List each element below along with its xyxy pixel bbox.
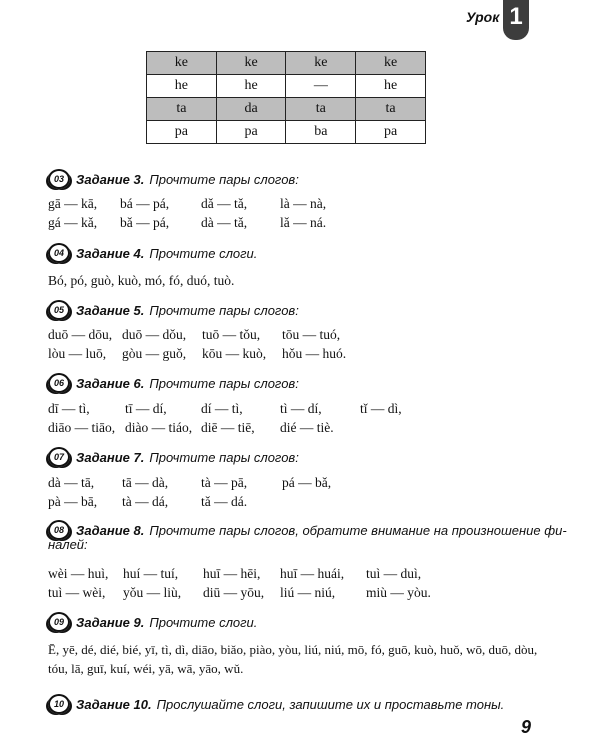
lesson-number-tab: 1 — [503, 0, 529, 40]
pair: huī — hēi, — [203, 566, 261, 581]
pair: lǎ — ná. — [280, 215, 327, 230]
pair: diū — yōu, — [203, 585, 265, 600]
pair: là — nà, — [280, 196, 327, 211]
task-title: Задание 7. — [76, 449, 145, 465]
pair: tǎ — dá. — [201, 494, 248, 509]
task-instruction: Прочтите пары слогов: — [149, 375, 299, 391]
pair: tuō — tǒu, — [202, 327, 261, 342]
pair: gòu — guǒ, — [122, 346, 187, 361]
task-title: Задание 9. — [76, 614, 145, 630]
task-9-heading — [48, 612, 568, 632]
task-title: Задание 5. — [76, 302, 145, 318]
table-row — [147, 75, 426, 98]
table-row — [147, 52, 426, 75]
task-4-heading — [48, 243, 568, 263]
table-cell: pa — [216, 121, 286, 144]
pair: tà — dá, — [122, 494, 169, 509]
table-cell: da — [216, 98, 286, 121]
table-cell: ke — [147, 52, 217, 75]
pair: dié — tiè. — [280, 420, 334, 435]
lesson-header-label: Урок — [466, 9, 500, 25]
headphones-icon[interactable]: 06 — [48, 373, 70, 393]
headphones-icon[interactable]: 10 — [48, 694, 70, 714]
task-title: Задание 10. — [76, 696, 152, 712]
task-4-syllables: Bó, pó, guò, kuò, mó, fó, duó, tuò. — [48, 273, 235, 288]
task-title: Задание 3. — [76, 171, 145, 187]
pair: yǒu — liù, — [123, 585, 182, 600]
pair: kōu — kuò, — [202, 346, 267, 361]
pair: tā — dà, — [122, 475, 169, 490]
pair: duō — dǒu, — [122, 327, 187, 342]
table-cell: he — [147, 75, 217, 98]
task-9-syllables-line-2: tóu, lā, guī, kuí, wéi, yā, wā, yāo, wǔ. — [48, 661, 244, 676]
table-cell: ke — [216, 52, 286, 75]
pair: tī — dí, — [125, 401, 167, 416]
table-cell: pa — [147, 121, 217, 144]
task-instruction: Прочтите слоги. — [149, 614, 258, 630]
pair: huī — huái, — [280, 566, 345, 581]
task-instruction: Прочтите слоги. — [149, 245, 258, 261]
table-row — [147, 98, 426, 121]
task-title: Задание 4. — [76, 245, 145, 261]
table-cell: ke — [286, 52, 356, 75]
pair: dí — tì, — [201, 401, 243, 416]
pair: dà — tǎ, — [201, 215, 248, 230]
task-7-heading — [48, 447, 568, 467]
pair: bá — pá, — [120, 196, 170, 211]
table-cell: ta — [147, 98, 217, 121]
task-5-heading — [48, 300, 568, 320]
pair: tǐ — dì, — [360, 401, 402, 416]
pair: lòu — luō, — [48, 346, 107, 361]
headphones-icon[interactable]: 07 — [48, 447, 70, 467]
task-8-instruction-continued: налей: — [48, 537, 88, 552]
pair: diāo — tiāo, — [48, 420, 116, 435]
task-instruction: Прочтите пары слогов: — [149, 171, 299, 187]
pair: miù — yòu. — [366, 585, 431, 600]
pair: dà — tā, — [48, 475, 95, 490]
task-instruction: Прочтите пары слогов: — [149, 449, 299, 465]
task-8-heading — [48, 520, 568, 540]
task-instruction: Прочтите пары слогов: — [149, 302, 299, 318]
pair: dǎ — tǎ, — [201, 196, 248, 211]
table-cell: — — [286, 75, 356, 98]
pair: pá — bǎ, — [282, 475, 332, 490]
table-cell: ba — [286, 121, 356, 144]
task-10-heading — [48, 694, 568, 714]
table-cell: ta — [286, 98, 356, 121]
pair: huí — tuí, — [123, 566, 179, 581]
page-number: 9 — [521, 717, 532, 737]
pair: tuì — duì, — [366, 566, 422, 581]
task-title: Задание 8. — [76, 522, 145, 538]
pair: tōu — tuó, — [282, 327, 341, 342]
task-instruction: Прочтите пары слогов, обратите внимание на произношение фи- — [149, 522, 567, 538]
task-9-syllables-line-1: Ē, yē, dé, dié, bié, yī, tì, dì, diāo, biǎo, piào, yòu, liú, niú, mō, fó, guō, kuò, huǒ, wō, duō, dòu, — [48, 642, 538, 657]
headphones-icon[interactable]: 04 — [48, 243, 70, 263]
table-row — [147, 121, 426, 144]
headphones-icon[interactable]: 03 — [48, 169, 70, 189]
table-cell: ta — [356, 98, 426, 121]
task-6-heading — [48, 373, 568, 393]
pair: tà — pā, — [201, 475, 248, 490]
pair: pà — bā, — [48, 494, 98, 509]
pair: wèi — huì, — [48, 566, 109, 581]
headphones-icon[interactable]: 05 — [48, 300, 70, 320]
table-cell: he — [356, 75, 426, 98]
headphones-icon[interactable]: 09 — [48, 612, 70, 632]
pair: dī — tì, — [48, 401, 90, 416]
syllable-table — [146, 51, 426, 144]
table-cell: he — [216, 75, 286, 98]
pair: tuì — wèi, — [48, 585, 106, 600]
pair: diē — tiē, — [201, 420, 255, 435]
pair: diào — tiáo, — [125, 420, 193, 435]
pair: duō — dōu, — [48, 327, 113, 342]
pair: gā — kā, — [48, 196, 98, 211]
headphones-icon[interactable]: 08 — [48, 520, 70, 540]
task-instruction: Прослушайте слоги, запишите их и проставьте тоны. — [156, 696, 505, 712]
pair: gá — kǎ, — [48, 215, 98, 230]
table-cell: pa — [356, 121, 426, 144]
task-3-heading — [48, 169, 568, 189]
table-cell: ke — [356, 52, 426, 75]
pair: bǎ — pá, — [120, 215, 170, 230]
pair: liú — niú, — [280, 585, 336, 600]
task-title: Задание 6. — [76, 375, 145, 391]
pair: hǒu — huó. — [282, 346, 347, 361]
pair: tì — dí, — [280, 401, 322, 416]
